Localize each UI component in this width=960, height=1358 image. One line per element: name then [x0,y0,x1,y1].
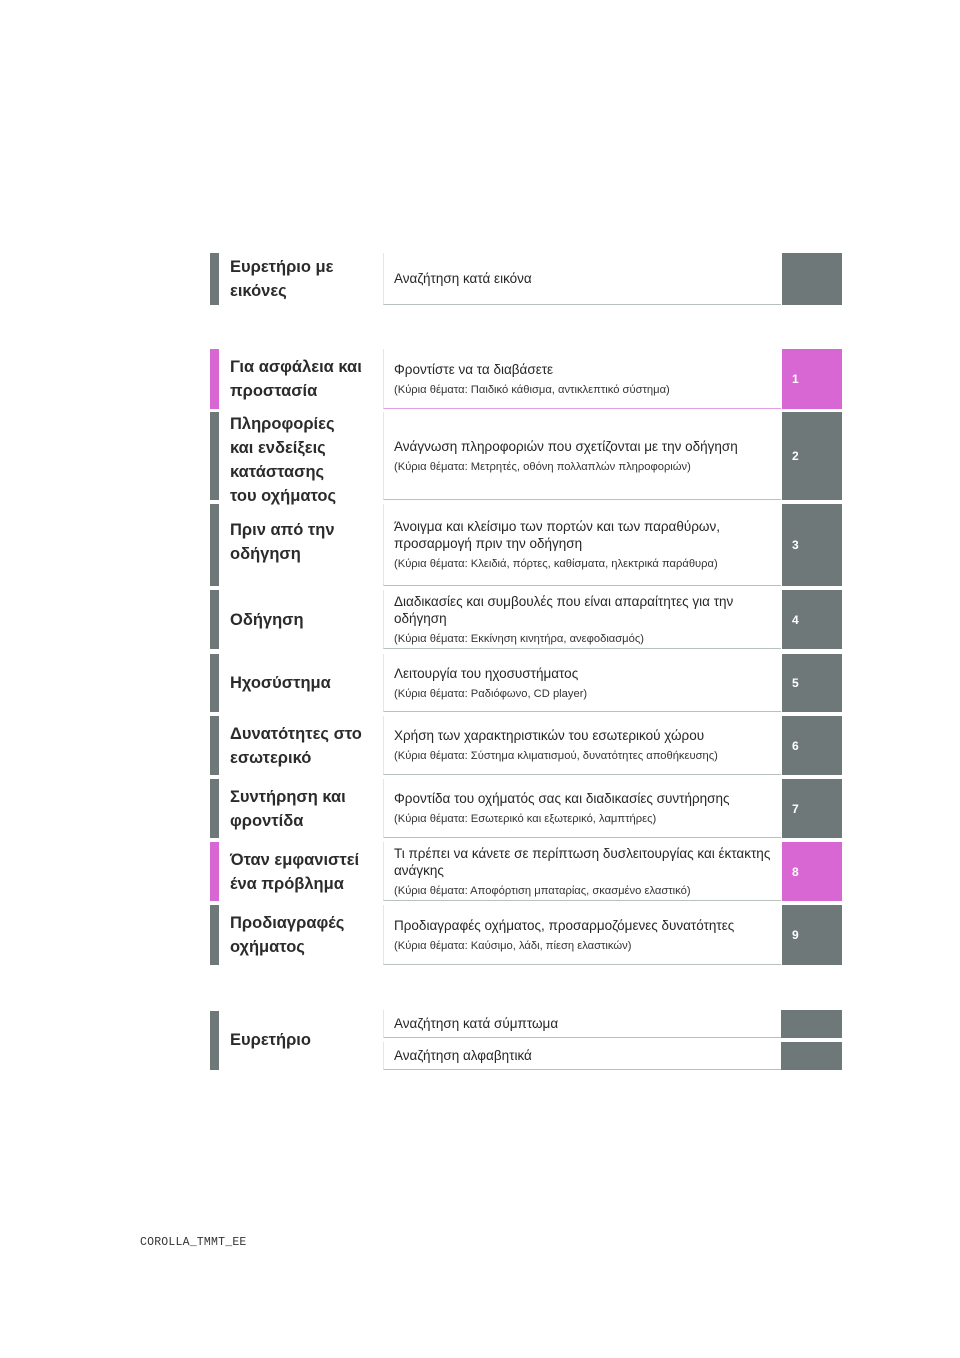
chapter-title: Πριν από την οδήγηση [230,521,335,563]
picture-index-link[interactable]: Αναζήτηση κατά εικόνα [394,271,532,286]
chapter-bar [210,654,219,712]
picture-index-row[interactable] [210,253,842,305]
chapter-row-7[interactable] [210,779,842,838]
chapter-sub-text: (Κύρια θέματα: Εσωτερικό και εξωτερικό, λαμπτήρες) [394,813,657,825]
chapter-tab[interactable]: 1 [782,349,842,409]
chapter-content[interactable] [383,504,781,586]
chapter-row-1[interactable] [210,349,842,409]
chapter-tab[interactable]: 8 [782,842,842,901]
chapter-bar [210,716,219,775]
chapter-bar [210,590,219,649]
index-bar [210,1011,219,1070]
index-alphabetical-tab[interactable] [781,1042,842,1070]
chapter-main-text: Διαδικασίες και συμβουλές που είναι απαραίτητες για την οδήγηση [394,593,734,626]
index-alphabetical-link[interactable]: Αναζήτηση αλφαβητικά [383,1042,781,1070]
chapter-title: Οδήγηση [230,610,304,629]
chapter-bar [210,842,219,901]
chapter-sub-text: (Κύρια θέματα: Σύστημα κλιματισμού, δυνατότητες αποθήκευσης) [394,750,718,762]
chapter-row-2[interactable] [210,412,842,505]
chapter-tab[interactable]: 4 [782,590,842,649]
chapter-title: Δυνατότητες στο εσωτερικό [230,724,362,767]
picture-index-title: Ευρετήριο με εικόνες [230,258,334,300]
chapter-bar [210,349,219,409]
chapter-row-6[interactable] [210,716,842,775]
chapter-content[interactable] [383,716,781,775]
chapter-sub-text: (Κύρια θέματα: Κλειδιά, πόρτες, καθίσματα, ηλεκτρικά παράθυρα) [394,558,718,570]
chapter-content[interactable] [383,842,781,901]
document-footer-code: COROLLA_TMMT_EE [140,1236,247,1249]
chapter-content[interactable] [383,590,781,649]
chapter-content[interactable] [383,779,781,838]
chapter-bar [210,412,219,500]
chapter-row-3[interactable] [210,504,842,586]
chapter-content[interactable] [383,654,781,712]
picture-index-bar [210,253,219,305]
chapter-tab[interactable]: 9 [782,905,842,965]
chapter-bar [210,504,219,586]
chapter-main-text: Προδιαγραφές οχήματος, προσαρμοζόμενες δυνατότητες [394,917,735,933]
chapter-main-text: Φροντίδα του οχήματός σας και διαδικασίες συντήρησης [394,791,730,806]
chapter-content[interactable] [383,349,781,409]
chapter-title: Για ασφάλεια και προστασία [230,358,362,400]
chapter-row-4[interactable] [210,590,842,649]
chapter-sub-text: (Κύρια θέματα: Καύσιμο, λάδι, πίεση ελαστικών) [394,939,632,952]
index-title: Ευρετήριο [230,1031,311,1049]
chapter-tab[interactable]: 5 [782,654,842,712]
chapter-row-8[interactable] [210,842,842,901]
chapter-title: Όταν εμφανιστεί ένα πρόβλημα [230,850,360,893]
chapter-bar [210,779,219,838]
chapter-row-9[interactable] [210,905,842,965]
chapter-title: Προδιαγραφές οχήματος [230,914,345,956]
chapter-main-text: Λειτουργία του ηχοσυστήματος [394,665,579,681]
picture-index-tab[interactable] [782,253,842,305]
chapter-sub-text: (Κύρια θέματα: Εκκίνηση κινητήρα, ανεφοδιασμός) [394,632,644,645]
chapter-row-5[interactable] [210,654,842,712]
chapter-tab[interactable]: 3 [782,504,842,586]
chapter-tab[interactable]: 7 [782,779,842,838]
chapter-main-text: Τι πρέπει να κάνετε σε περίπτωση δυσλειτουργίας και έκτακτης ανάγκης [394,845,771,878]
chapter-main-text: Χρήση των χαρακτηριστικών του εσωτερικού χώρου [394,728,705,743]
chapter-sub-text: (Κύρια θέματα: Μετρητές, οθόνη πολλαπλών πληροφοριών) [394,460,691,473]
chapter-content[interactable] [383,412,781,500]
chapter-sub-text: (Κύρια θέματα: Ραδιόφωνο, CD player) [394,687,588,700]
picture-index-link-cell[interactable] [383,253,781,305]
chapter-bar [210,905,219,965]
chapter-content[interactable] [383,905,781,965]
chapter-tab[interactable]: 6 [782,716,842,775]
chapter-title: Ηχοσύστημα [230,674,331,692]
index-symptom-link[interactable]: Αναζήτηση κατά σύμπτωμα [383,1010,781,1038]
chapter-main-text: Φροντίστε να τα διαβάσετε [394,361,554,377]
chapter-main-text: Άνοιγμα και κλείσιμο των πορτών και των παραθύρων, προσαρμογή πριν την οδήγηση [394,519,720,551]
chapter-title: Συντήρηση και φροντίδα [230,787,346,830]
chapter-title: Πληροφορίες και ενδείξεις κατάστασης του οχήματος [230,415,337,505]
chapter-sub-text: (Κύρια θέματα: Παιδικό κάθισμα, αντικλεπτικό σύστημα) [394,383,670,396]
chapter-main-text: Ανάγνωση πληροφοριών που σχετίζονται με την οδήγηση [394,438,738,454]
index-symptom-tab[interactable] [781,1010,842,1038]
chapter-sub-text: (Κύρια θέματα: Αποφόρτιση μπαταρίας, σκασμένο ελαστικό) [394,884,691,897]
chapter-tab[interactable]: 2 [782,412,842,500]
